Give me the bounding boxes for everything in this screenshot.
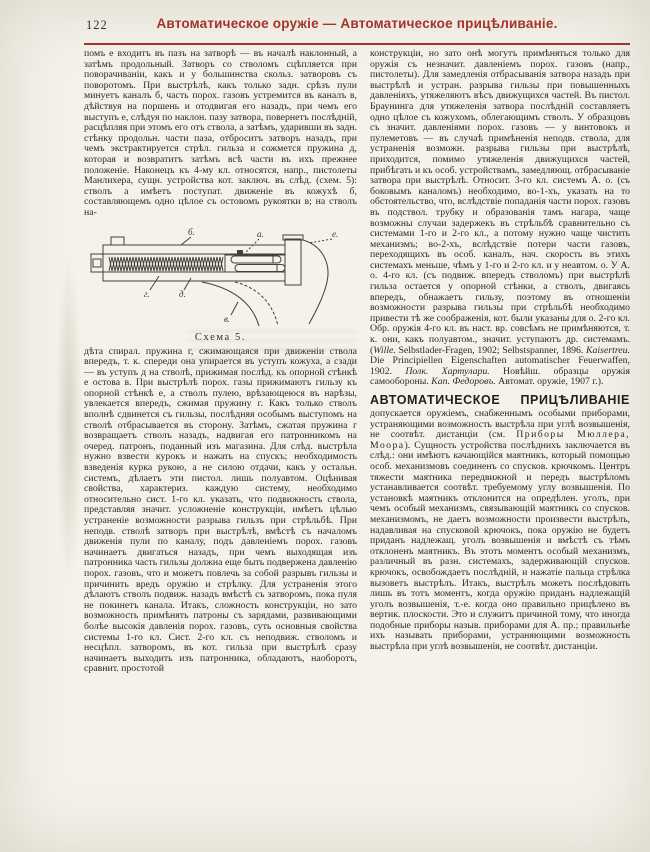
figure-schema-5 [84, 226, 357, 343]
right-paragraph-1-text: конструкціи, но зато онѣ могутъ примѣняться только для оружія съ незначит. давленіемъ порох. газовъ (напр., пистолеты). Для замедленія отбрасыванія затвора назадъ при выстрѣлѣ и устран. разрыва гильзы при повышенныхъ давленіяхъ, утяжеляютъ вѣсъ движущихся частей. Въ пистол. Браунинга для утяжеленія затвора послѣдній составляетъ одно цѣлое съ кожухомъ, облегающимъ стволъ. У образцовъ съ значит. давленіями порох. газовъ — у винтовокъ и пулеметовъ — въ случаѣ примѣненія неподв. ствола, для устраненія возможн. разрыва гильзы при выстрѣлѣ, приходится, помимо утяжеленія движущихся частей, прибѣгать и къ особ. устройствамъ, замедляющ. отбрасываніе затвора при выстрѣлѣ. Относит. 3-го кл. системъ А. о. (съ боковымъ каналомъ) необходимо, во-1-хъ, указать на то обстоятельство, что, вслѣдствіе попаданія части порох. газовъ въ подствол. трубку и образованія тамъ нагара, чаще возможны случаи задержекъ въ стрѣльбѣ сравнительно съ системами 1-го и 2-го кл., а потому нужно чаще чистить механизмъ; во-2-хъ, вслѣдствіе потери части газовъ, переходящихъ въ особ. каналъ, нач. скорость въ этихъ системахъ меньше, чѣмъ у 1-го и 2-го кл. и у неавтом. о. У А. о. 4-го кл. (съ подвиж. впередъ стволомъ) при выстрѣлѣ гильза остается у опорной стѣнки, а стволъ, двигаясь впередъ, обнажаетъ гильзу, поэтому въ отношеніи возможности разрыва гильзы при стрѣльбѣ необходимо привести тѣ же соображенія, кот. были указаны для о. 2-го кл. Обр. оружія 4-го кл. въ наст. вр. совсѣмъ не примѣняются, т. к. они, какъ полуавтом., значит. уступаютъ др. системамъ. ( [370, 48, 630, 356]
schema-5-drawing [87, 226, 355, 330]
figure-label-g: г. [143, 288, 150, 299]
right-paragraph-2 [370, 409, 630, 653]
text-columns [84, 49, 630, 675]
section-heading-automatic-aiming: АВТОМАТИЧЕСКОЕ ПРИЦѢЛИВАНІЕ [370, 393, 630, 407]
reference-author-wille: Wille. [373, 344, 396, 356]
figure-label-e: е. [331, 228, 338, 239]
reference-text: Selbstlader-Fragen, 1902; Selbstspanner, 1896. [395, 344, 586, 356]
right-paragraph-2-text: ). Сущность устройства послѣднихъ заключается въ слѣд.: они имѣютъ качающійся маятникъ, который помощью особ. механизмовъ соединенъ со спусков. крючкомъ. Центръ тяжести маятника передвижной и передъ выстрѣломъ устанавливается соотвѣт. требуемому углу возвышенія. По установкѣ маятникъ отклонится на опредѣлен. уголъ, при чемъ особый механизмъ, связывающій маятникъ со спусков. механизмомъ, не даетъ возможности произвести выстрѣлъ, надавливая на спусковой крючокъ, пока оружію не будетъ приданъ надлежащ. уголъ возвышенія и вмѣстѣ съ тѣмъ отклоненъ маятникъ. Въ этотъ моментъ особый механизмъ, различный въ разн. системахъ, задерживающій спусков. крючокъ, освобождаетъ послѣдній, и нажатіе пальца стрѣлка вызоветъ выстрѣлъ. Итакъ, выстрѣлъ можетъ послѣдовать лишь въ тотъ моментъ, когда оружію приданъ надлежащій уголъ возвышенія, т.-е. когда оно правильно прицѣлено въ вертик. плоскости. Это и служитъ причиной тому, что иногда подобные приборы назыв. приборами для А. пр.; правильнѣе ихъ называть приборами, устраняющими возможность выстрѣла при углѣ возвышенія, не соотвѣт. дистанціи. [370, 439, 630, 653]
figure-label-v: в. [223, 313, 230, 324]
reference-text: Автомат. оружіе, 1907 г.). [495, 376, 604, 388]
reference-text: Die Principiellen Eigenschaften automatischer Feuerwaffen, 1902. [370, 355, 630, 377]
figure-label-a: а. [256, 228, 264, 239]
left-paragraph-2: дѣта спирал. пружина г, сжимающаяся при движеніи ствола впередъ, т. к. спереди она упирается въ уступъ кожуха, а сзади — въ уступъ д на стволѣ, прижимая послѣд. къ опорной стѣнкѣ е остова в. При выстрѣлѣ порох. газы прижимаютъ гильзу къ опорной стѣнкѣ е, а стволъ пулею, врѣзающеюся въ нарѣзы, увлекается впередъ, сжимая пружину г. Какъ только стволъ вполнѣ сдвинется съ гильзы, послѣдняя особымъ выступомъ на стволѣ отбрасывается въ сторону. Затѣмъ, сжатая пружина г возвращаетъ стволъ назадъ, надвигая его патронникомъ на очеред. патронъ, поданный изъ магазина. Для слѣд. выстрѣла нужно взвести курокъ и нажать на спускъ; необходимость взведенія курка рукою, а не силою отдачи, какъ у остальн. системъ, дѣлаетъ эти пистол. лишь полуавтом. Оцѣнивая свойства, характериз. каждую систему, необходимо относительно сист. 1-го кл. указать, что подвижность ствола, представляя значит. усложненіе конструкціи, имѣетъ цѣлью устраненіе возможности разрыва гильзъ при стрѣльбѣ. При неподв. стволѣ затворъ при выстрѣлѣ, вмѣстѣ съ началомъ движенія пули по каналу, подъ давленіемъ порох. газовъ начинаетъ двигаться назадъ, при чемъ выходящая изъ патронника часть гильзы должна еще быть подвержена давленію порох. газовъ, что и можетъ повлечь за собой разрывъ гильзы и причинить вредъ оружію и стрѣлку. Для устраненія этого дѣлаютъ стволъ подвиж. назадъ вмѣстѣ съ затворомъ, пока пуля не покинетъ канала. Итакъ, сложность конструкціи, но зато возможность примѣнять патроны съ зарядами, развивающими болѣе высокія давленія порох. газовъ, суть основныя свойства системы 1-го кл. Сист. 2-го кл. съ неподвиж. стволомъ и несцѣпл. затворомъ, въ кот. гильза при выстрѣлѣ сразу начинаетъ выходить изъ патронника, обладаютъ, наоборотъ, сравнит. простотой [84, 345, 357, 675]
scan-artifact-margin [56, 255, 82, 585]
cross-reference-devices: Приборы Мюллера, Моора [370, 429, 630, 451]
left-paragraph-1: помъ е входитъ въ пазъ на затворѣ — въ началѣ наклонный, а затѣмъ продольный. Затворъ со стволомъ сцѣпляется при поворачиваніи, какъ и у большинства скольз. затворовъ съ поворотомъ. При выстрѣлѣ, какъ только задн. срѣзъ пули минуетъ каналъ б, часть порох. газовъ устремится въ каналъ в, дѣйствуя на поршень и отодвигая его назадъ, при чемъ его выступъ е, слѣдуя по наклон. пазу затвора, повернетъ послѣдній, расцѣпляя при этомъ его отъ ствола, а затѣмъ, ударивши въ задн. стѣнку продольн. части паза, отброситъ затворъ назадъ, при чемъ экстрактируется стрѣл. гильза и сожмется пружина д, которая и возвратитъ затѣмъ всѣ части въ ихъ прежнее положеніе. Наконецъ къ 4-му кл. относятся, напр., пистолеты Манлихера, сущн. устройства кот. заключ. въ слѣд. (схем. 5): стволъ а имѣетъ поступат. движеніе въ кожухѣ б, составляющемъ одно цѣлое съ остовомъ рукоятки в; на стволъ на- [84, 48, 357, 218]
right-paragraph-2-text: допускается оружіемъ, снабженнымъ особыми приборами, устраняющими возможность выстрѣла при углѣ возвышенія, не соотвѣт. дистанціи (см. [370, 408, 630, 441]
right-paragraph-1 [370, 49, 630, 388]
right-column [370, 49, 630, 653]
reference-text: Новѣйш. образцы оружія самообороны. [370, 365, 630, 388]
reference-author-kaisertreu: Kaisertreu. [586, 344, 630, 356]
left-column [84, 49, 357, 675]
page-header [84, 15, 630, 37]
figure-label-b: б. [187, 226, 195, 237]
reference-author-fedorov: Кап. Федоровъ. [431, 376, 496, 388]
figure-label-d: д. [178, 288, 186, 299]
figure-caption: Схема 5. [194, 331, 247, 343]
header-rule [84, 43, 630, 45]
page-number: 122 [86, 18, 108, 32]
reference-author-hartulari: Полк. Хартулари. [405, 365, 490, 377]
running-title: Автоматическое оружіе — Автоматическое прицѣливаніе. [156, 16, 558, 31]
